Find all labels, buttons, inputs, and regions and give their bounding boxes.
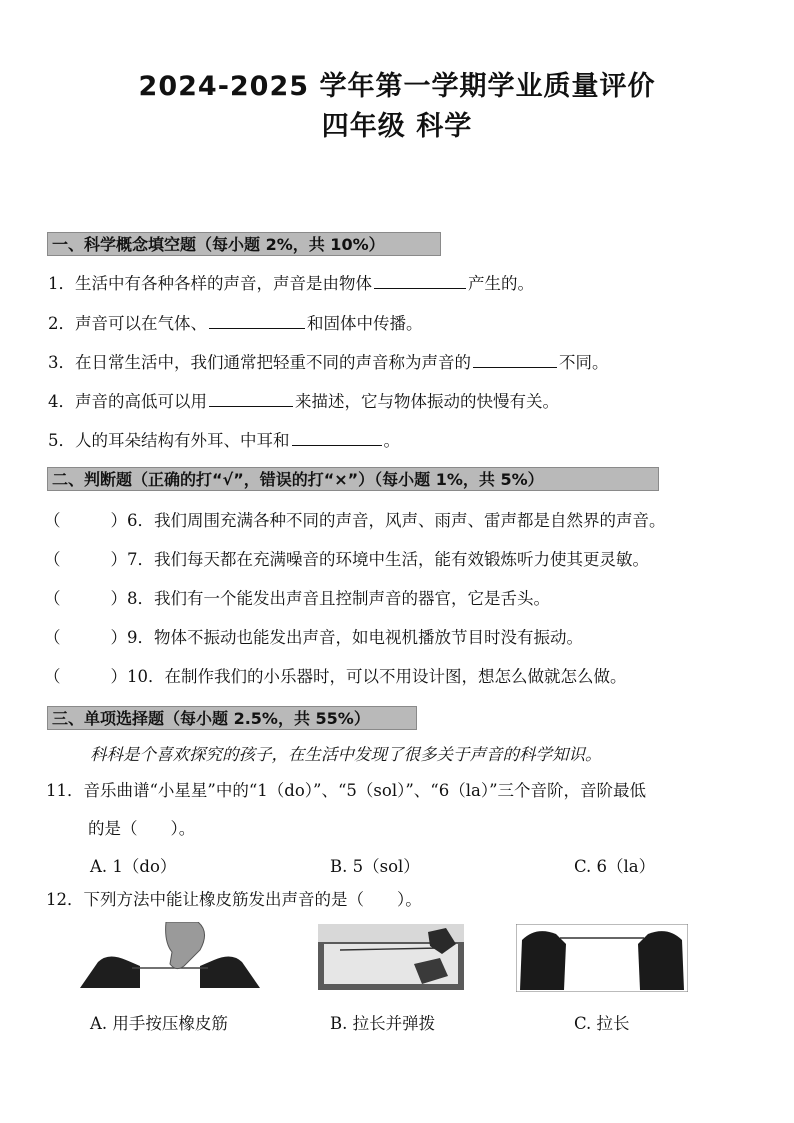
exam-subtitle: 四年级 科学 xyxy=(321,111,473,142)
question-1 xyxy=(48,272,534,295)
answer-paren-close: ） xyxy=(110,667,127,686)
question-text: 产生的。 xyxy=(468,274,534,293)
question-number: 6． xyxy=(127,511,154,530)
question-number: 3． xyxy=(48,353,75,372)
question-11-line1 xyxy=(46,780,646,802)
figure-stretch-pluck xyxy=(318,924,464,990)
option-12-a[interactable]: A. 用手按压橡皮筋 xyxy=(90,1014,228,1033)
question-text: 我们周围充满各种不同的声音，风声、雨声、雷声都是自然界的声音。 xyxy=(154,511,666,530)
question-number: 4． xyxy=(48,392,75,411)
question-12 xyxy=(46,889,422,911)
answer-paren-close: ） xyxy=(110,589,127,608)
question-number: 11． xyxy=(46,781,84,800)
answer-blank[interactable] xyxy=(209,390,293,407)
answer-blank[interactable] xyxy=(209,312,305,329)
question-text: 生活中有各种各样的声音，声音是由物体 xyxy=(75,274,372,293)
section-heading-true-false: 二、判断题（正确的打“√”，错误的打“×”）（每小题 1%，共 5%） xyxy=(47,467,659,491)
right-hand-shape xyxy=(638,931,684,990)
question-number: 12． xyxy=(46,890,84,909)
figure-stretch xyxy=(516,924,688,992)
question-number: 7． xyxy=(127,550,154,569)
question-text: 在日常生活中，我们通常把轻重不同的声音称为声音的 xyxy=(75,353,471,372)
question-6 xyxy=(44,510,666,532)
question-text: 音乐曲谱“小星星”中的“1（do）”、“5（sol）”、“6（la）”三个音阶，音阶最低 xyxy=(83,781,647,800)
question-number: 5． xyxy=(48,431,75,450)
question-text: 人的耳朵结构有外耳、中耳和 xyxy=(75,431,290,450)
section-intro: 科科是个喜欢探究的孩子，在生活中发现了很多关于声音的科学知识。 xyxy=(90,745,602,764)
answer-paren-open: （ xyxy=(44,667,61,686)
question-2 xyxy=(48,312,423,335)
question-text: 我们有一个能发出声音且控制声音的器官，它是舌头。 xyxy=(154,589,550,608)
option-11-c[interactable]: C. 6（la） xyxy=(574,857,656,876)
answer-paren-close: ） xyxy=(110,511,127,530)
option-11-b[interactable]: B. 5（sol） xyxy=(330,857,420,876)
left-hand-shape xyxy=(80,956,140,988)
question-8 xyxy=(44,588,550,610)
section-heading-multiple-choice: 三、单项选择题（每小题 2.5%，共 55%） xyxy=(47,706,417,730)
question-11-line2: 的是（ ）。 xyxy=(88,819,196,838)
question-text: 声音可以在气体、 xyxy=(75,314,207,333)
question-9 xyxy=(44,627,583,649)
answer-blank[interactable] xyxy=(374,272,466,289)
question-5 xyxy=(48,429,400,452)
answer-blank[interactable] xyxy=(292,429,382,446)
question-number: 9． xyxy=(127,628,154,647)
answer-paren-open: （ xyxy=(44,589,61,608)
question-number: 1． xyxy=(48,274,75,293)
question-number: 10． xyxy=(127,667,165,686)
figure-press-rubber-band xyxy=(80,922,260,994)
question-number: 2． xyxy=(48,314,75,333)
question-10 xyxy=(44,666,627,688)
left-hand-shape xyxy=(520,931,566,990)
exam-title: 2024-2025 学年第一学期学业质量评价 xyxy=(138,71,656,102)
answer-paren-open: （ xyxy=(44,511,61,530)
question-text: 在制作我们的小乐器时，可以不用设计图，想怎么做就怎么做。 xyxy=(164,667,627,686)
answer-paren-open: （ xyxy=(44,628,61,647)
answer-paren-close: ） xyxy=(110,628,127,647)
question-text: 声音的高低可以用 xyxy=(75,392,207,411)
question-number: 8． xyxy=(127,589,154,608)
section-heading-fill-blank: 一、科学概念填空题（每小题 2%，共 10%） xyxy=(47,232,441,256)
question-3 xyxy=(48,351,609,374)
question-text: 下列方法中能让橡皮筋发出声音的是（ ）。 xyxy=(83,890,422,909)
option-11-a[interactable]: A. 1（do） xyxy=(90,857,177,876)
question-text: 不同。 xyxy=(559,353,609,372)
answer-paren-close: ） xyxy=(110,550,127,569)
question-text: 我们每天都在充满噪音的环境中生活，能有效锻炼听力使其更灵敏。 xyxy=(154,550,649,569)
option-12-c[interactable]: C. 拉长 xyxy=(574,1014,630,1033)
question-7 xyxy=(44,549,649,571)
question-text: 和固体中传播。 xyxy=(307,314,423,333)
question-text: 物体不振动也能发出声音，如电视机播放节目时没有振动。 xyxy=(154,628,583,647)
question-text: 来描述，它与物体振动的快慢有关。 xyxy=(295,392,559,411)
answer-paren-open: （ xyxy=(44,550,61,569)
answer-blank[interactable] xyxy=(473,351,557,368)
right-hand-shape xyxy=(200,956,260,988)
option-12-b[interactable]: B. 拉长并弹拨 xyxy=(330,1014,436,1033)
question-4 xyxy=(48,390,559,413)
question-text: 。 xyxy=(383,431,400,450)
pressing-finger-shape xyxy=(166,922,205,969)
